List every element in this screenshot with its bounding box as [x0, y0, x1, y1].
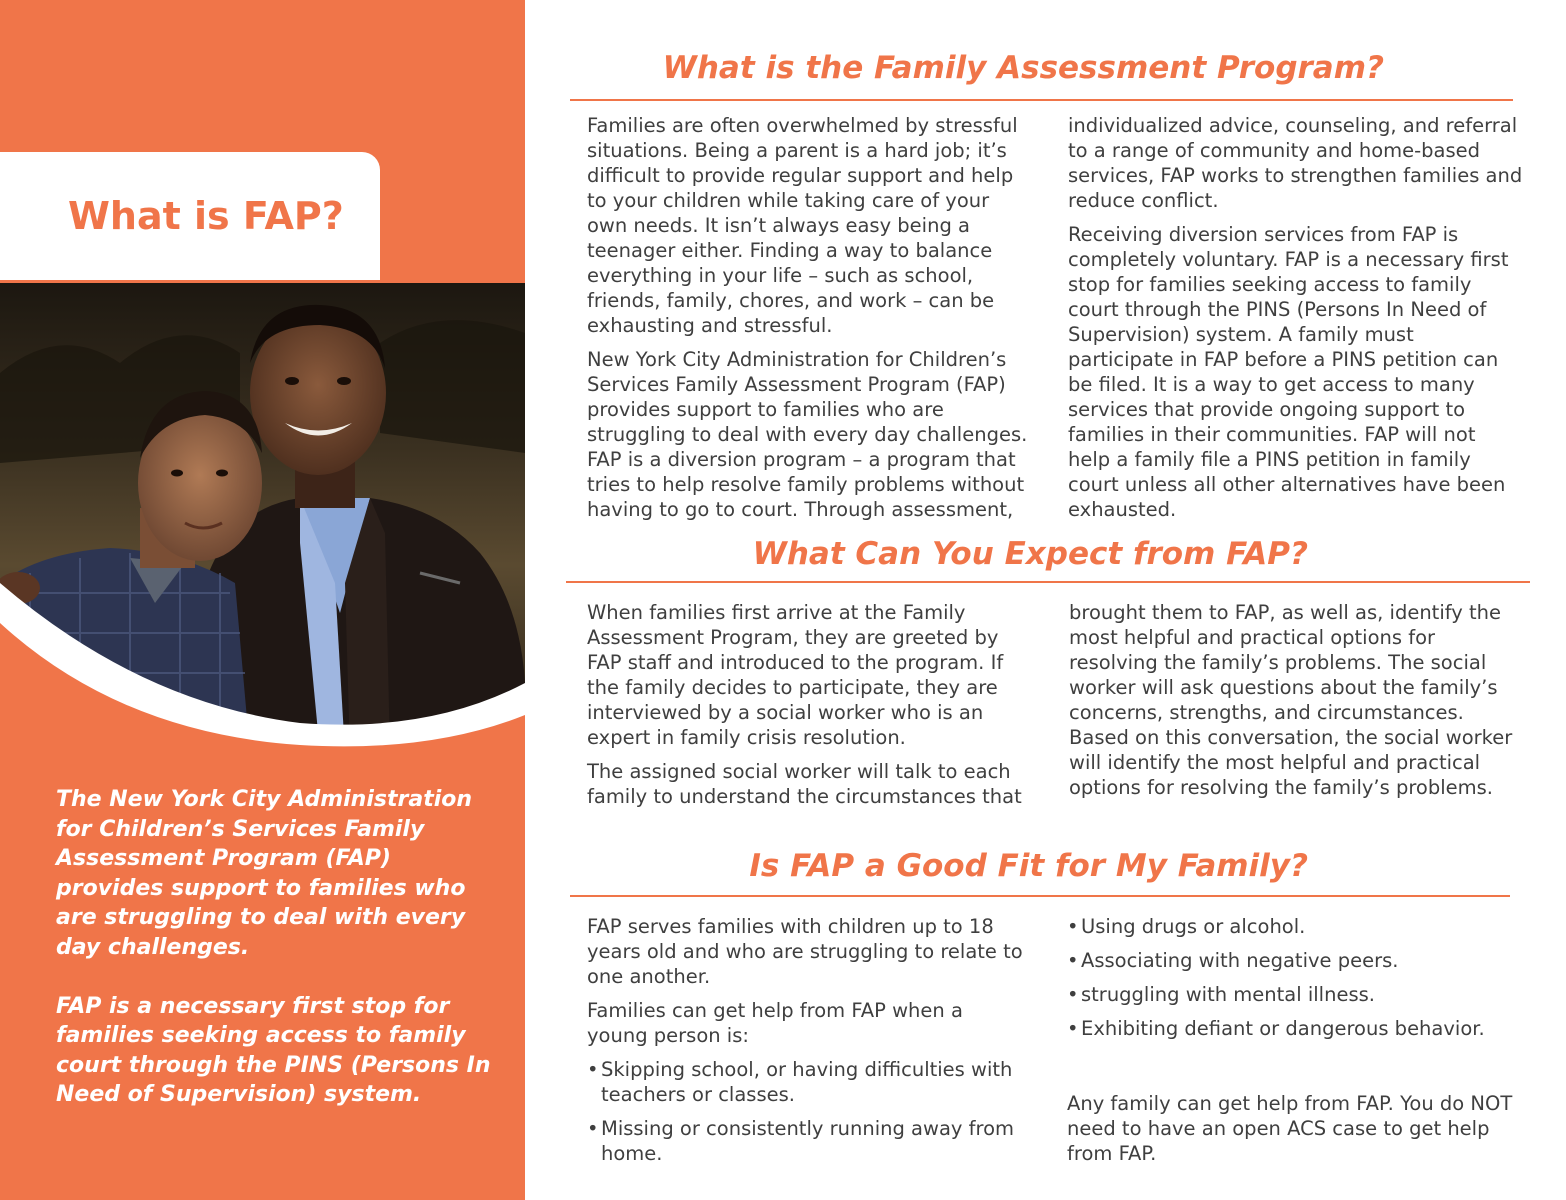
bullet-glyph: •: [1067, 949, 1079, 972]
list-item: • Exhibiting defiant or dangerous behavior.: [1067, 1017, 1485, 1040]
bullet-glyph: •: [1067, 915, 1079, 938]
body-paragraph: brought them to FAP, as well as, identify the most helpful and practical options for resolving the family’s problems. The social worker will ask questions about the family’s concerns, strengths, and circumstances. Based on this conversation, the social worker will identify the most helpful and practical options for resolving the family’s problems.: [1069, 601, 1513, 799]
sidebar-panel: [0, 0, 525, 1200]
list-item: • Missing or consistently running away from home.: [587, 1117, 1015, 1165]
list-item: • Using drugs or alcohol.: [1067, 915, 1306, 938]
section-1-left-column: [587, 113, 1032, 531]
body-paragraph: Families can get help from FAP when a young person is:: [587, 999, 963, 1047]
section-3-left-column: [587, 914, 1027, 1175]
section-1-right-column: [1068, 113, 1523, 531]
body-paragraph: individualized advice, counseling, and referral to a range of community and home-based services, FAP works to strengthen families and reduce conflict.: [1068, 114, 1523, 212]
bullet-glyph: •: [587, 1117, 599, 1140]
section-title-what-to-expect: What Can You Expect from FAP?: [752, 536, 1308, 572]
sidebar-title: What is FAP?: [68, 194, 344, 238]
sidebar-paragraph: The New York City Administration for Children’s Services Family Assessment Program (FAP) provides support to families who are struggling to deal with every day challenges.: [56, 787, 473, 960]
section-divider: [566, 581, 1530, 583]
bullet-glyph: •: [1067, 983, 1079, 1006]
section-2-right-column: [1069, 600, 1514, 809]
body-paragraph: Families are often overwhelmed by stressful situations. Being a parent is a hard job; it’s difficult to provide regular support and help to your children while taking care of your own needs. It isn’t always easy being a teenager either. Finding a way to balance everything in your life – such as school, friends, family, chores, and work – can be exhausting and stressful.: [587, 114, 1018, 337]
section-divider: [570, 895, 1510, 897]
sidebar-copy: [56, 785, 496, 1139]
body-paragraph: Receiving diversion services from FAP is completely voluntary. FAP is a necessary first stop for families seeking access to family court through the PINS (Persons In Need of Supervision) system. A family must participate in FAP before a PINS petition can be filed. It is a way to get access to many services that provide ongoing support to families in their communities. FAP will not help a family file a PINS petition in family court unless all other alternatives have been exhausted.: [1068, 223, 1509, 521]
body-paragraph: FAP serves families with children up to 18 years old and who are struggling to relate to one another.: [587, 915, 1023, 988]
section-3-right-column: [1067, 914, 1517, 1175]
closing-paragraph: Any family can get help from FAP. You do NOT need to have an open ACS case to get help from FAP.: [1067, 1092, 1513, 1165]
body-paragraph: When families first arrive at the Family Assessment Program, they are greeted by FAP staff and introduced to the program. If the family decides to participate, they are interviewed by a social worker who is an expert in family crisis resolution.: [587, 601, 1004, 749]
bullet-glyph: •: [1067, 1017, 1079, 1040]
section-title-good-fit: Is FAP a Good Fit for My Family?: [749, 848, 1308, 884]
section-title-what-is-fap: What is the Family Assessment Program?: [662, 50, 1384, 86]
body-paragraph: The assigned social worker will talk to each family to understand the circumstances that: [587, 760, 1022, 808]
list-item: • Associating with negative peers.: [1067, 949, 1399, 972]
section-divider: [570, 99, 1513, 101]
list-item: • struggling with mental illness.: [1067, 983, 1375, 1006]
section-2-left-column: [587, 600, 1027, 818]
family-photo: [0, 283, 525, 753]
sidebar-paragraph: FAP is a necessary first stop for families seeking access to family court through the PINS (Persons In Need of Supervision) system.: [56, 993, 491, 1107]
list-item: • Skipping school, or having difficulties with teachers or classes.: [587, 1058, 1013, 1106]
body-paragraph: New York City Administration for Children’s Services Family Assessment Program (FAP) provides support to families who are struggling to deal with every day challenges. FAP is a diversion program – a program that tries to help resolve family problems without having to go to court. Through assessment,: [587, 348, 1028, 521]
bullet-glyph: •: [587, 1058, 599, 1081]
